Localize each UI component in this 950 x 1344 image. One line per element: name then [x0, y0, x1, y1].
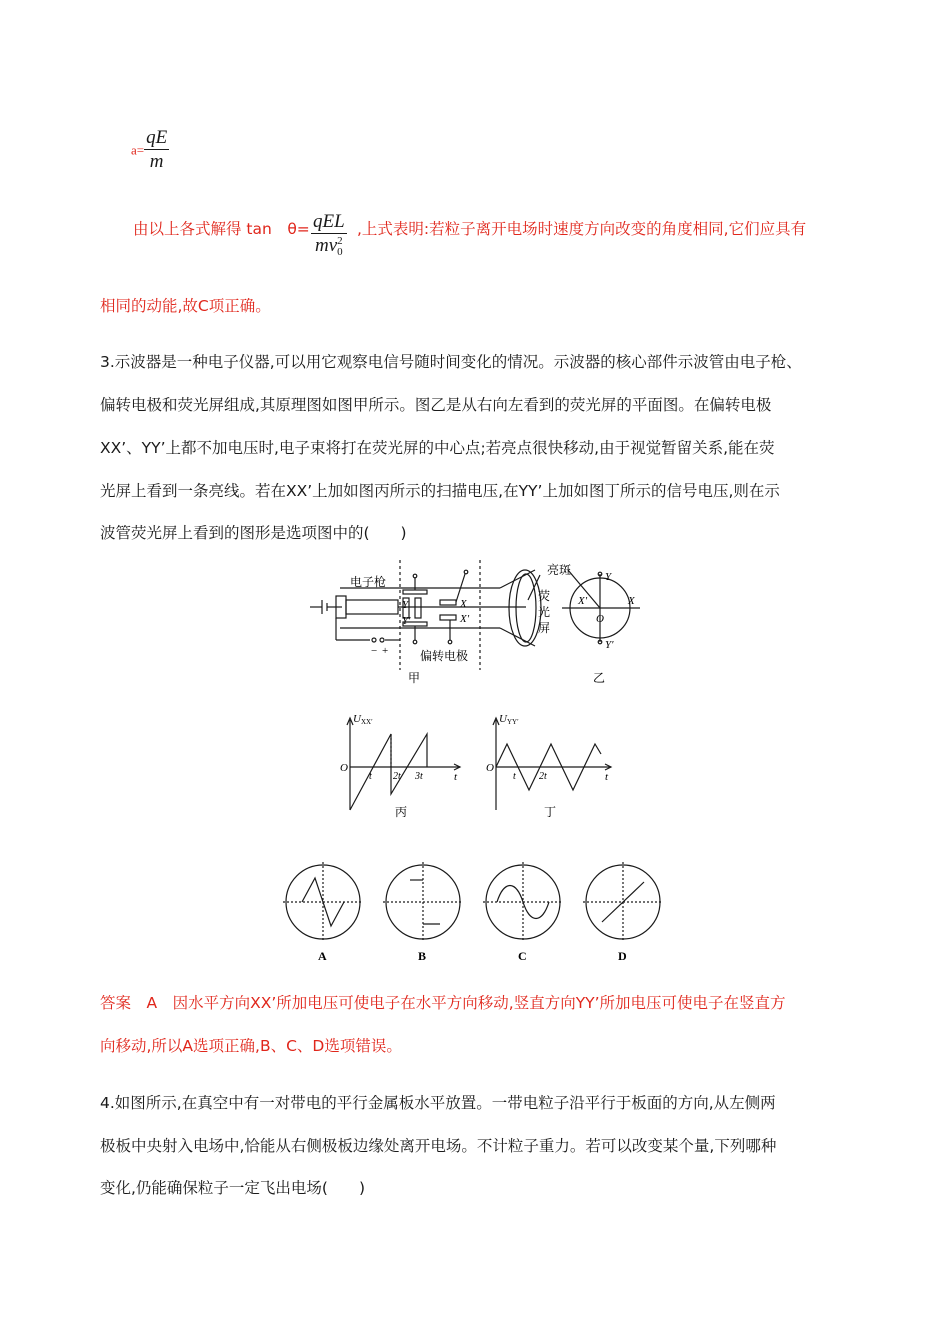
q3-line-3: XX’、YY’上都不加电压时,电子束将打在荧光屏的中心点;若亮点很快移动,由于视觉暂留关系,能在荧 — [100, 439, 775, 457]
formula-fraction — [144, 127, 169, 174]
options-diagram — [280, 858, 670, 968]
bing-axis-u-sub: XX′ — [361, 718, 373, 726]
graph-ding — [481, 712, 616, 822]
denominator-scripts — [337, 236, 343, 258]
label-screen-1: 荧 — [538, 589, 551, 603]
label-yp: Y′ — [402, 615, 411, 627]
label-x: X — [460, 598, 467, 610]
screen-label-o: O — [596, 613, 604, 625]
ding-t1: t — [513, 771, 516, 782]
ding-origin: O — [486, 762, 494, 774]
q3-line-1: 3.示波器是一种电子仪器,可以用它观察电信号随时间变化的情况。示波器的核心部件示波管由电子枪、 — [100, 353, 802, 371]
caption-yi: 乙 — [593, 671, 606, 685]
formula-acceleration — [131, 127, 169, 174]
label-spot: 亮斑 — [547, 563, 572, 577]
label-plus: + — [382, 645, 389, 657]
q3-line-5: 波管荧光屏上看到的图形是选项图中的( ) — [100, 524, 407, 542]
caption-bing: 丙 — [395, 805, 408, 819]
ding-axis-u: U — [499, 713, 507, 725]
solution-numerator: qEL — [313, 211, 345, 232]
solution-suffix: ,上式表明:若粒子离开电场时速度方向改变的角度相同,它们应具有 — [357, 220, 807, 238]
solution-prefix: 由以上各式解得 tan θ= — [133, 220, 310, 238]
label-screen-2: 光 — [538, 605, 551, 619]
answer3-line-2: 向移动,所以A选项正确,B、C、D选项错误。 — [100, 1037, 402, 1055]
q3-line-4: 光屏上看到一条亮线。若在XX’上加如图丙所示的扫描电压,在YY’上加如图丁所示的信号电压,则在示 — [100, 482, 780, 500]
formula-lhs: a= — [131, 142, 145, 158]
bing-2t1: 2t — [393, 771, 401, 782]
option-d[interactable]: D — [618, 949, 627, 963]
q4-line-2: 极板中央射入电场中,恰能从右侧极板边缘处离开电场。不计粒子重力。若可以改变某个量,下列哪种 — [100, 1137, 777, 1155]
label-screen-3: 屏 — [538, 621, 551, 635]
solution-continuation: 相同的动能,故C项正确。 — [100, 297, 271, 315]
solution-fraction — [311, 211, 347, 258]
bing-t: t — [454, 771, 458, 783]
ding-2t1: 2t — [539, 771, 547, 782]
screen-label-y: Y — [605, 571, 612, 583]
formula-numerator: qE — [146, 127, 168, 148]
caption-jia: 甲 — [408, 671, 421, 685]
screen-label-xp: X′ — [578, 595, 588, 607]
caption-ding: 丁 — [544, 805, 557, 819]
label-gun: 电子枪 — [350, 575, 387, 589]
q3-line-2: 偏转电极和荧光屏组成,其原理图如图甲所示。图乙是从右向左看到的荧光屏的平面图。在偏转电极 — [100, 396, 772, 414]
denominator-base: mv — [315, 235, 338, 256]
q4-line-1: 4.如图所示,在真空中有一对带电的平行金属板水平放置。一带电粒子沿平行于板面的方向,从左侧两 — [100, 1094, 776, 1112]
q4-line-3: 变化,仍能确保粒子一定飞出电场( ) — [100, 1179, 366, 1197]
option-a[interactable]: A — [318, 949, 327, 963]
ding-axis-u-sub: YY′ — [507, 718, 519, 726]
formula-denominator: m — [149, 151, 164, 172]
label-minus: − — [371, 645, 378, 657]
answer3-line-1: 答案 A 因水平方向XX’所加电压可使电子在水平方向移动,竖直方向YY’所加电压可使电子在竖直方 — [100, 994, 786, 1012]
ding-t: t — [605, 771, 609, 783]
bing-axis-u: U — [353, 713, 361, 725]
screen-label-x: X — [628, 595, 635, 607]
label-plates: 偏转电极 — [420, 649, 469, 663]
oscilloscope-diagram — [300, 560, 660, 690]
denominator-sup: 2 — [337, 234, 343, 247]
label-y: Y — [402, 599, 409, 611]
denominator-sub: 0 — [337, 245, 343, 258]
label-xp: X′ — [460, 613, 470, 625]
solution-denominator — [315, 234, 343, 258]
bing-t1: t — [369, 771, 372, 782]
bing-3t1: 3t — [415, 771, 423, 782]
option-b[interactable]: B — [418, 949, 427, 963]
screen-label-yp: Y′ — [605, 639, 614, 651]
graph-bing — [335, 712, 465, 822]
bing-origin: O — [340, 762, 348, 774]
option-c[interactable]: C — [518, 949, 527, 963]
